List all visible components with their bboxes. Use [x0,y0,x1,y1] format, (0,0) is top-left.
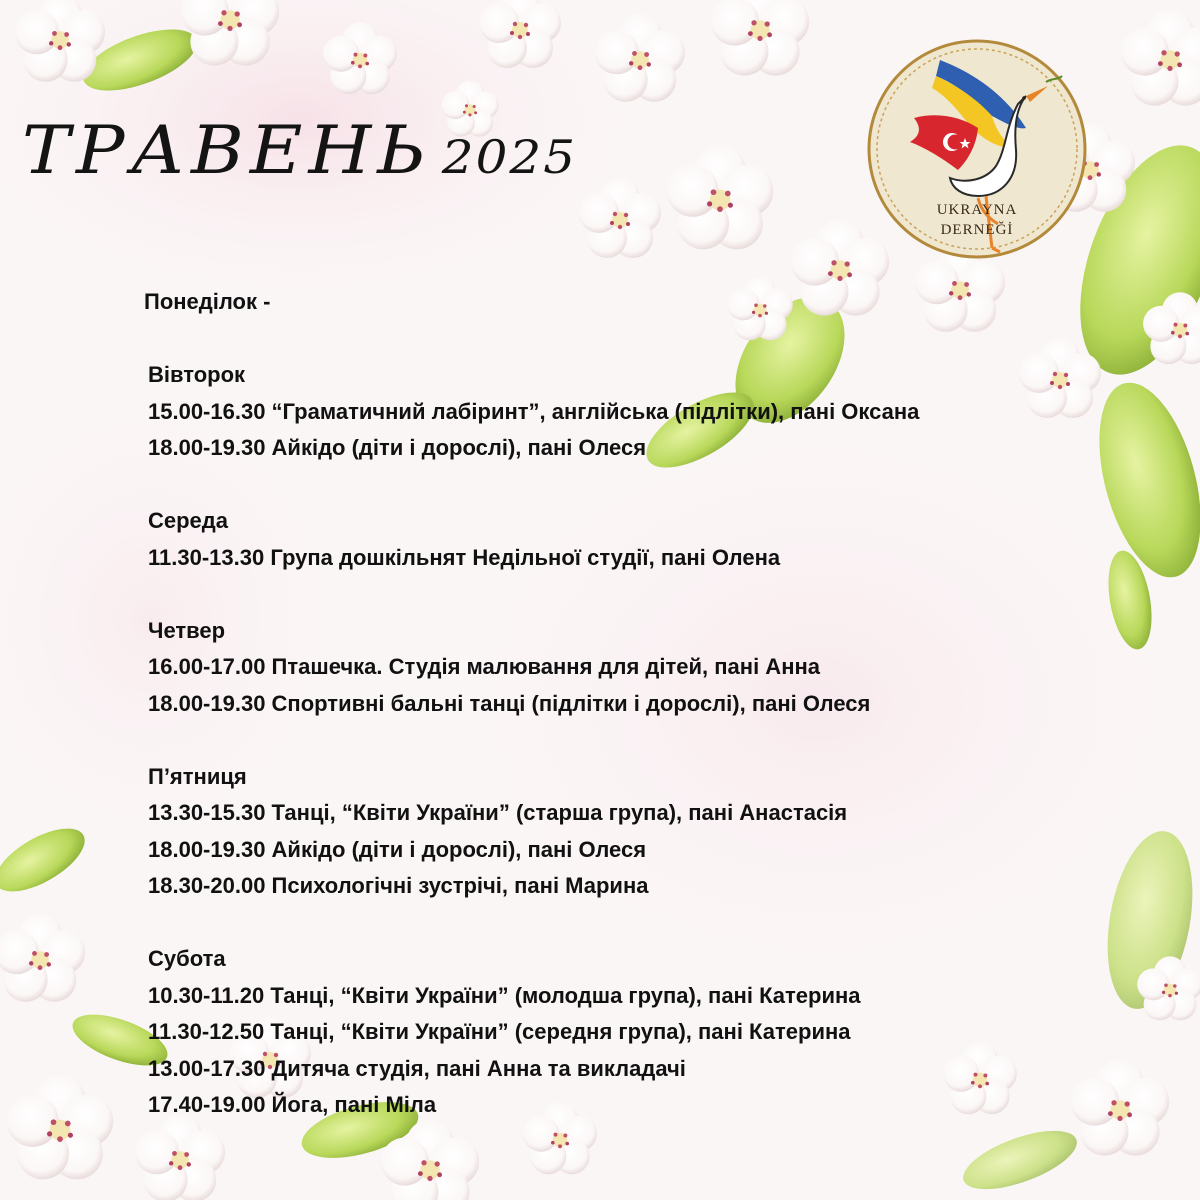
day-block-tuesday [148,357,1158,467]
day-heading: Четвер [148,617,226,643]
schedule-item: 15.00-16.30 “Граматичний лабіринт”, англійська (підлітки), пані Оксана [148,398,920,424]
schedule-item: 18.30-20.00 Психологічні зустрічі, пані Марина [148,873,649,898]
schedule-item: 16.00-17.00 Пташечка. Студія малювання для дітей, пані Анна [148,654,820,679]
schedule-item: 13.00-17.30 Дитяча студія, пані Анна та викладачі [148,1055,686,1081]
schedule-item: 18.00-19.30 Спортивні бальні танці (підлітки і дорослі), пані Олеся [148,690,871,716]
title-month: ТРАВЕНЬ [22,111,432,189]
schedule-item: 11.30-13.30 Група дошкільнят Недільної студії, пані Олена [148,544,781,570]
day-heading: Субота [148,946,226,971]
title-year: 2025 [441,130,578,185]
schedule-item: 11.30-12.50 Танці, “Квіти України” (середня група), пані Катерина [148,1019,851,1044]
logo-text-line2: DERNEĞİ [940,222,1014,238]
schedule-item: 10.30-11.20 Танці, “Квіти України” (молодша група), пані Катерина [148,982,861,1008]
schedule-item: 17.40-19.00 Йога, пані Міла [148,1092,437,1117]
day-heading-monday: Понеділок - [144,289,271,314]
day-heading: Вівторок [148,362,246,387]
schedule-item: 13.30-15.30 Танці, “Квіти України” (старша група), пані Анастасія [148,800,848,825]
logo-text-line1: UKRAYNA [936,202,1018,218]
page-title [22,111,577,188]
day-block-saturday [148,941,1158,1124]
day-block-friday [148,759,1158,905]
schedule-item: 18.00-19.30 Айкідо (діти і дорослі), пані Олеся [148,435,647,460]
day-heading: Середа [148,508,228,533]
day-block-wednesday [148,503,1158,576]
schedule-item: 18.00-19.30 Айкідо (діти і дорослі), пані Олеся [148,836,647,862]
day-heading: П’ятниця [148,763,247,789]
weekly-schedule [144,284,1158,1124]
day-block-thursday [148,613,1158,723]
